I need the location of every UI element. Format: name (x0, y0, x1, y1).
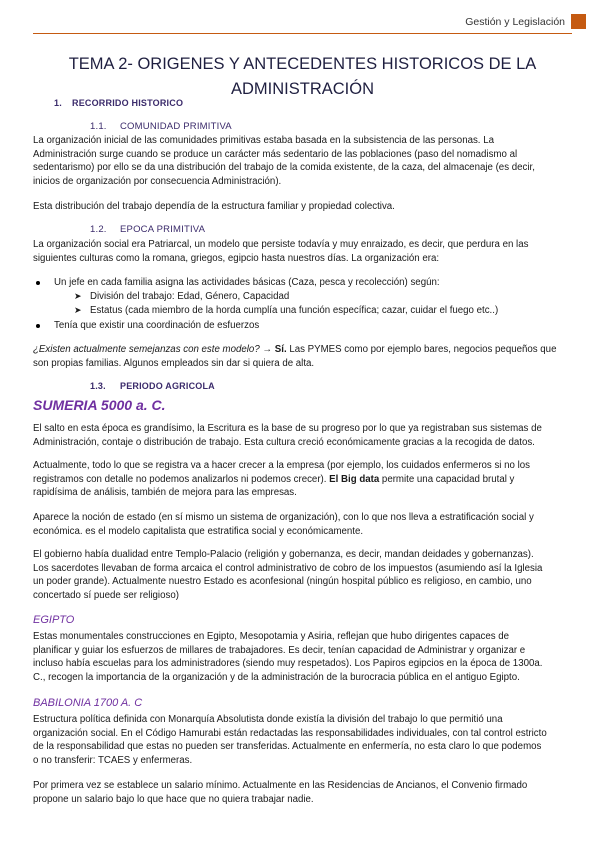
text-fragment: permite una capacidad brutal y (379, 473, 515, 485)
text-line (33, 473, 565, 487)
answer-text: Sí. (274, 344, 287, 355)
text-line: planificar y guiar los esfuerzos de millares de trabajadores. Es decir, tenían capacidad de Administrar y organizar e (33, 644, 526, 656)
paragraph-babilonia (33, 713, 565, 767)
text-line: propone un salario bajo lo que hace que no quiera trabajar nadie. (33, 793, 314, 805)
text-line (33, 343, 565, 357)
text-line: La organización social era Patriarcal, un modelo que persiste todavía y muy enraizado, es decir, que perdura en las (33, 239, 529, 250)
text-line: rapidísima de análisis, también de mejora para las empresas. (33, 487, 297, 499)
text-line: siguientes culturas como la romana, griegos, egipcio hasta nuestros días. La organización era: (33, 252, 440, 264)
text-line: sedentarismo) por ello se da una distribución del trabajo de la comida existente, de la caza, del almacenaje (es decir, (33, 162, 535, 174)
section-heading-1 (54, 98, 183, 108)
subsection-heading-1-1 (90, 121, 232, 132)
text-line: inicios de organización por consecuencia Administración). (33, 175, 282, 187)
arrowhead-icon: ➤ (74, 291, 82, 301)
text-line: son propias familias. Algunos empleados sin dar si quiera de alta. (33, 357, 315, 369)
text-line: Por primera vez se establece un salario mínimo. Actualmente en las Residencias de Ancianos, el Convenio firmado (33, 780, 528, 791)
arrow-right-icon: → (262, 344, 273, 355)
sub-bullet-text: Estatus (cada miembro de la horda cumplía una función específica; cazar, cuidar el fuego etc..) (90, 305, 499, 316)
paragraph-comunidad-primitiva (33, 134, 565, 188)
subsection-number: 1.1. (90, 121, 107, 132)
subsection-label: COMUNIDAD PRIMITIVA (120, 121, 232, 132)
title-line-2: ADMINISTRACIÓN (230, 80, 374, 98)
arrowhead-icon: ➤ (74, 305, 82, 315)
text-line: económica. es el modelo capitalista que estratifica social y económicamente. (33, 525, 364, 537)
header-rule (33, 33, 572, 34)
text-line: concertado sí puede ser religioso) (33, 589, 179, 601)
bullet-dot-icon (36, 281, 40, 285)
subsection-number: 1.2. (90, 224, 107, 235)
text-line: Actualmente, todo lo que se registra va a hacer crecer a la empresa (por ejemplo, los cuidados enfermeros si no los (33, 460, 531, 471)
sub-bullet-item (74, 290, 289, 304)
sub-bullet-text: División del trabajo: Edad, Género, Capacidad (90, 291, 290, 302)
text-fragment: Las PYMES como por ejemplo bares, negocios pequeños que (286, 344, 557, 355)
paragraph-templo-palacio (33, 548, 565, 602)
subsection-label: EPOCA PRIMITIVA (120, 224, 206, 235)
paragraph-epoca-primitiva (33, 238, 565, 265)
text-line: de la responsabilidad que estas no pueden ser transferidas. Actualmente en enfermería, no esta claro lo que podemos (33, 741, 542, 753)
text-line: Los sacerdotes llevaban de forma arcaica el control administrativo de cobro de los impuestos (asumiendo así la Iglesia (33, 562, 543, 574)
text-line: o no transferir: TCAES y enfermeras. (33, 754, 193, 766)
text-line: C., recogen la importancia de la organización y de la administración de la burocracia pública en el antiguo Egipto. (33, 671, 520, 683)
paragraph-big-data (33, 459, 565, 500)
header-text: Gestión y Legislación (465, 15, 565, 28)
section-number: 1. (54, 98, 62, 108)
text-line: La organización inicial de las comunidades primitivas estaba basada en la subsistencia de las personas. La (33, 135, 494, 146)
text-line: Estructura política definida con Monarquía Absolutista donde existía la división del trabajo lo que permitió una (33, 714, 503, 725)
text-fragment: registramos con detalle no podemos analizarlos ni podemos crecer). (33, 473, 327, 485)
section-label: RECORRIDO HISTORICO (72, 98, 184, 108)
subsection-number: 1.3. (90, 381, 106, 391)
page-title (33, 52, 572, 102)
bullet-text: Tenía que existir una coordinación de esfuerzos (54, 320, 260, 331)
text-line: El salto en esta época es grandísimo, la Escritura es la base de su progreso por lo que ya registraban sus sistemas de (33, 423, 542, 434)
sub-bullet-item (74, 304, 498, 318)
text-line: Administración, contaje o distribución de trabajo. Esta cultura creció económicamente gracias a la recogida de datos. (33, 436, 535, 448)
heading-babilonia: BABILONIA 1700 A. C (33, 697, 143, 709)
paragraph-semejanzas (33, 343, 565, 370)
big-data-term: El Big data (329, 473, 380, 485)
paragraph-distribucion: Esta distribución del trabajo dependía de la estructura familiar y propiedad colectiva. (33, 201, 395, 212)
paragraph-egipto (33, 630, 565, 684)
text-line: Estas monumentales construcciones en Egipto, Mesopotamia y Asiria, reflejan que hubo dirigentes capaces de (33, 631, 510, 642)
paragraph-estado (33, 511, 565, 538)
title-line-1: TEMA 2- ORIGENES Y ANTECEDENTES HISTORICOS DE LA (68, 55, 537, 73)
text-line: un poder grande). Actualmente nuestro Estado es aconfesional (ningún hospital público es religioso, en cambio, uno (33, 576, 532, 588)
text-line: Aparece la noción de estado (en sí mismo un sistema de organización), con lo que nos lleva a estratificación social y (33, 512, 534, 523)
text-line: Administración surge cuando se produce un carácter más sedentario de las poblaciones (paso del nomadismo al (33, 148, 518, 160)
paragraph-sumeria (33, 422, 565, 449)
bullet-text: Un jefe en cada familia asigna las actividades básicas (Caza, pesca y recolección) según: (54, 277, 440, 288)
text-line: El gobierno había dualidad entre Templo-Palacio (religión y gobernanza, es decir, mandan deidades y gobernanzas). (33, 549, 534, 560)
bullet-dot-icon (36, 324, 40, 328)
text-line: incluso había escuelas para los administradores (siendo muy respetados). Los Papiros egipcios en la época de 1300a. (33, 658, 543, 670)
subsection-label: PERIODO AGRICOLA (120, 381, 215, 391)
subsection-heading-1-2 (90, 224, 205, 235)
text-line: organización social. En el Código Hamurabi están redactadas las responsabilidades individuales, con tal control estricto (33, 727, 547, 739)
heading-egipto: EGIPTO (33, 614, 75, 626)
header-accent-block (571, 14, 586, 29)
question-text: ¿Existen actualmente semejanzas con este modelo? (33, 344, 260, 355)
paragraph-salario (33, 779, 565, 806)
heading-sumeria: SUMERIA 5000 a. C. (33, 397, 166, 413)
subsection-heading-1-3 (90, 381, 215, 391)
page-header (465, 14, 586, 29)
